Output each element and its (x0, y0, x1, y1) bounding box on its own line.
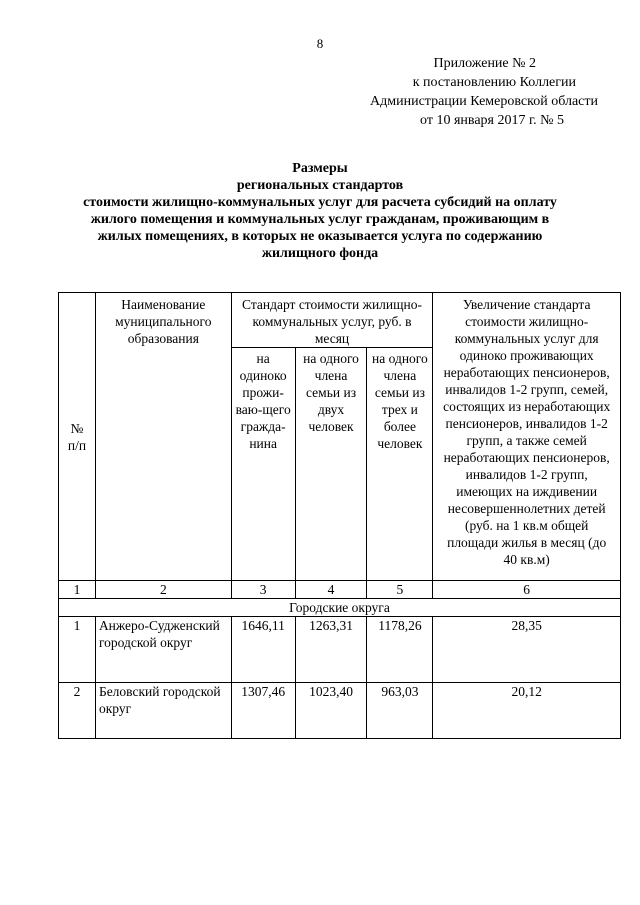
row-value-3: 963,03 (367, 683, 433, 739)
document-title (60, 160, 580, 262)
table-row (59, 617, 621, 683)
title-line-3: стоимости жилищно-коммунальных услуг для расчета субсидий на оплату (83, 195, 557, 210)
row-value-2: 1023,40 (295, 683, 367, 739)
appendix-line-4: от 10 января 2017 г. № 5 (420, 113, 564, 128)
header-sub-2: на одного члена семьи из двух человек (295, 348, 367, 581)
title-line-1: Размеры (292, 161, 348, 176)
appendix-line-3: Администрации Кемеровской области (370, 94, 598, 109)
title-line-4: жилого помещения и коммунальных услуг гражданам, проживающим в (90, 212, 550, 227)
col-number-1: 1 (59, 581, 96, 599)
col-number-4: 4 (295, 581, 367, 599)
row-no: 2 (59, 683, 96, 739)
section-header: Городские округа (59, 599, 621, 617)
appendix-block (338, 54, 598, 130)
page-number: 8 (316, 36, 324, 51)
title-line-2: региональных стандартов (236, 178, 404, 193)
header-no (59, 293, 96, 581)
header-standard: Стандарт стоимости жилищно-коммунальных услуг, руб. в месяц (231, 293, 433, 348)
title-line-5: жилых помещениях, в которых не оказывается услуга по содержанию (97, 229, 543, 244)
appendix-line-2: к постановлению Коллегии (412, 75, 576, 90)
row-value-4: 28,35 (433, 617, 621, 683)
row-name: Беловский городской округ (95, 683, 231, 739)
row-value-1: 1646,11 (231, 617, 295, 683)
appendix-line-1: Приложение № 2 (433, 56, 536, 71)
col-number-5: 5 (367, 581, 433, 599)
row-value-4: 20,12 (433, 683, 621, 739)
col-number-2: 2 (95, 581, 231, 599)
table-row (59, 683, 621, 739)
column-number-row (59, 581, 621, 599)
standards-table (58, 292, 621, 739)
col-number-3: 3 (231, 581, 295, 599)
row-value-2: 1263,31 (295, 617, 367, 683)
row-no: 1 (59, 617, 96, 683)
header-no-text: № п/п (67, 420, 87, 453)
col-number-6: 6 (433, 581, 621, 599)
header-increase: Увеличение стандарта стоимости жилищно-коммунальных услуг для одиноко проживающих неработающих пенсионеров, инвалидов 1-2 групп, семей, состоящих из неработающих пенсионеров, инвалидов 1-2 групп, а также семей неработающих пенсионеров, инвалидов 1-2 групп, имеющих на иждивении несовершеннолетних детей (руб. на 1 кв.м общей площади жилья в месяц (до 40 кв.м) (433, 293, 621, 581)
header-sub-3: на одного члена семьи из трех и более человек (367, 348, 433, 581)
row-value-3: 1178,26 (367, 617, 433, 683)
header-name: Наименование муниципального образования (95, 293, 231, 581)
header-sub-1: на одиноко прожи-ваю-щего гражда-нина (231, 348, 295, 581)
row-name: Анжеро-Судженский городской округ (95, 617, 231, 683)
row-value-1: 1307,46 (231, 683, 295, 739)
title-line-6: жилищного фонда (261, 246, 379, 261)
